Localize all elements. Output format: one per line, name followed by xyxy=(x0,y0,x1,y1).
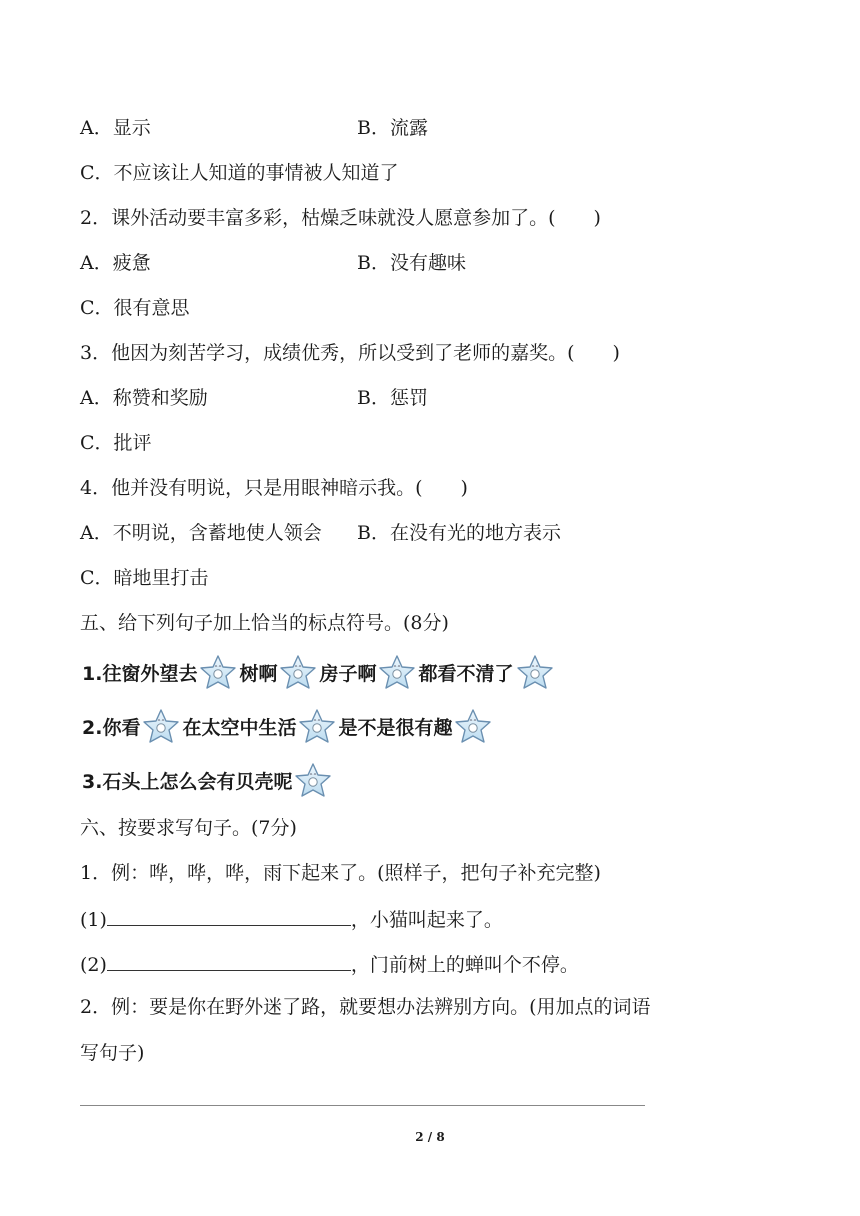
sentence-fragment: 房子啊 xyxy=(319,662,377,685)
star-blank-icon[interactable] xyxy=(453,708,493,744)
option-a: A．不明说，含蓄地使人领会 xyxy=(80,522,322,544)
option-c: C．不应该让人知道的事情被人知道了 xyxy=(80,162,399,184)
sentence-fragment: 都看不清了 xyxy=(418,662,514,685)
sentence-tail: ，小猫叫起来了。 xyxy=(350,909,503,931)
option-b: B．没有趣味 xyxy=(357,252,466,274)
section-heading: 六、按要求写句子。(7分) xyxy=(80,817,297,839)
sentence-tail: ，门前树上的蝉叫个不停。 xyxy=(350,954,579,976)
section-heading: 五、给下列句子加上恰当的标点符号。(8分) xyxy=(80,612,449,634)
option-c: C．批评 xyxy=(80,432,152,454)
fill-line-2 xyxy=(80,950,579,978)
question-stem-continued: 写句子) xyxy=(80,1042,145,1064)
punctuation-sentence-1 xyxy=(82,652,556,692)
punctuation-sentence-3 xyxy=(82,760,334,800)
fill-line-1 xyxy=(80,905,503,933)
sentence-fragment: 1.往窗外望去 xyxy=(82,662,198,685)
page-number: 2 / 8 xyxy=(415,1130,445,1144)
item-number: (2) xyxy=(80,954,107,976)
option-c: C．暗地里打击 xyxy=(80,567,209,589)
question-stem: 1．例：哗，哗，哗，雨下起来了。(照样子，把句子补充完整) xyxy=(80,862,601,884)
star-blank-icon[interactable] xyxy=(297,708,337,744)
punctuation-sentence-2 xyxy=(82,706,494,746)
sentence-fragment: 在太空中生活 xyxy=(182,716,297,739)
star-blank-icon[interactable] xyxy=(278,654,318,690)
star-blank-icon[interactable] xyxy=(293,762,333,798)
answer-blank[interactable] xyxy=(107,905,351,926)
option-b: B．在没有光的地方表示 xyxy=(357,522,561,544)
option-a: A．疲惫 xyxy=(80,252,151,274)
question-stem: 4．他并没有明说，只是用眼神暗示我。( ) xyxy=(80,477,468,499)
answer-blank[interactable] xyxy=(107,950,351,971)
sentence-fragment: 树啊 xyxy=(239,662,278,685)
option-a: A．显示 xyxy=(80,117,151,139)
item-number: (1) xyxy=(80,909,107,931)
question-stem: 2．课外活动要丰富多彩，枯燥乏味就没人愿意参加了。( ) xyxy=(80,207,601,229)
option-b: B．惩罚 xyxy=(357,387,428,409)
sentence-fragment: 是不是很有趣 xyxy=(338,716,453,739)
question-stem: 2．例：要是你在野外迷了路，就要想办法辨别方向。(用加点的词语 xyxy=(80,996,651,1018)
option-a: A．称赞和奖励 xyxy=(80,387,208,409)
option-b: B．流露 xyxy=(357,117,428,139)
star-blank-icon[interactable] xyxy=(141,708,181,744)
sentence-fragment: 2.你看 xyxy=(82,716,141,739)
star-blank-icon[interactable] xyxy=(377,654,417,690)
star-blank-icon[interactable] xyxy=(198,654,238,690)
star-blank-icon[interactable] xyxy=(515,654,555,690)
answer-line[interactable] xyxy=(80,1105,645,1106)
sentence-fragment: 3.石头上怎么会有贝壳呢 xyxy=(82,770,293,793)
option-c: C．很有意思 xyxy=(80,297,190,319)
question-stem: 3．他因为刻苦学习，成绩优秀，所以受到了老师的嘉奖。( ) xyxy=(80,342,620,364)
